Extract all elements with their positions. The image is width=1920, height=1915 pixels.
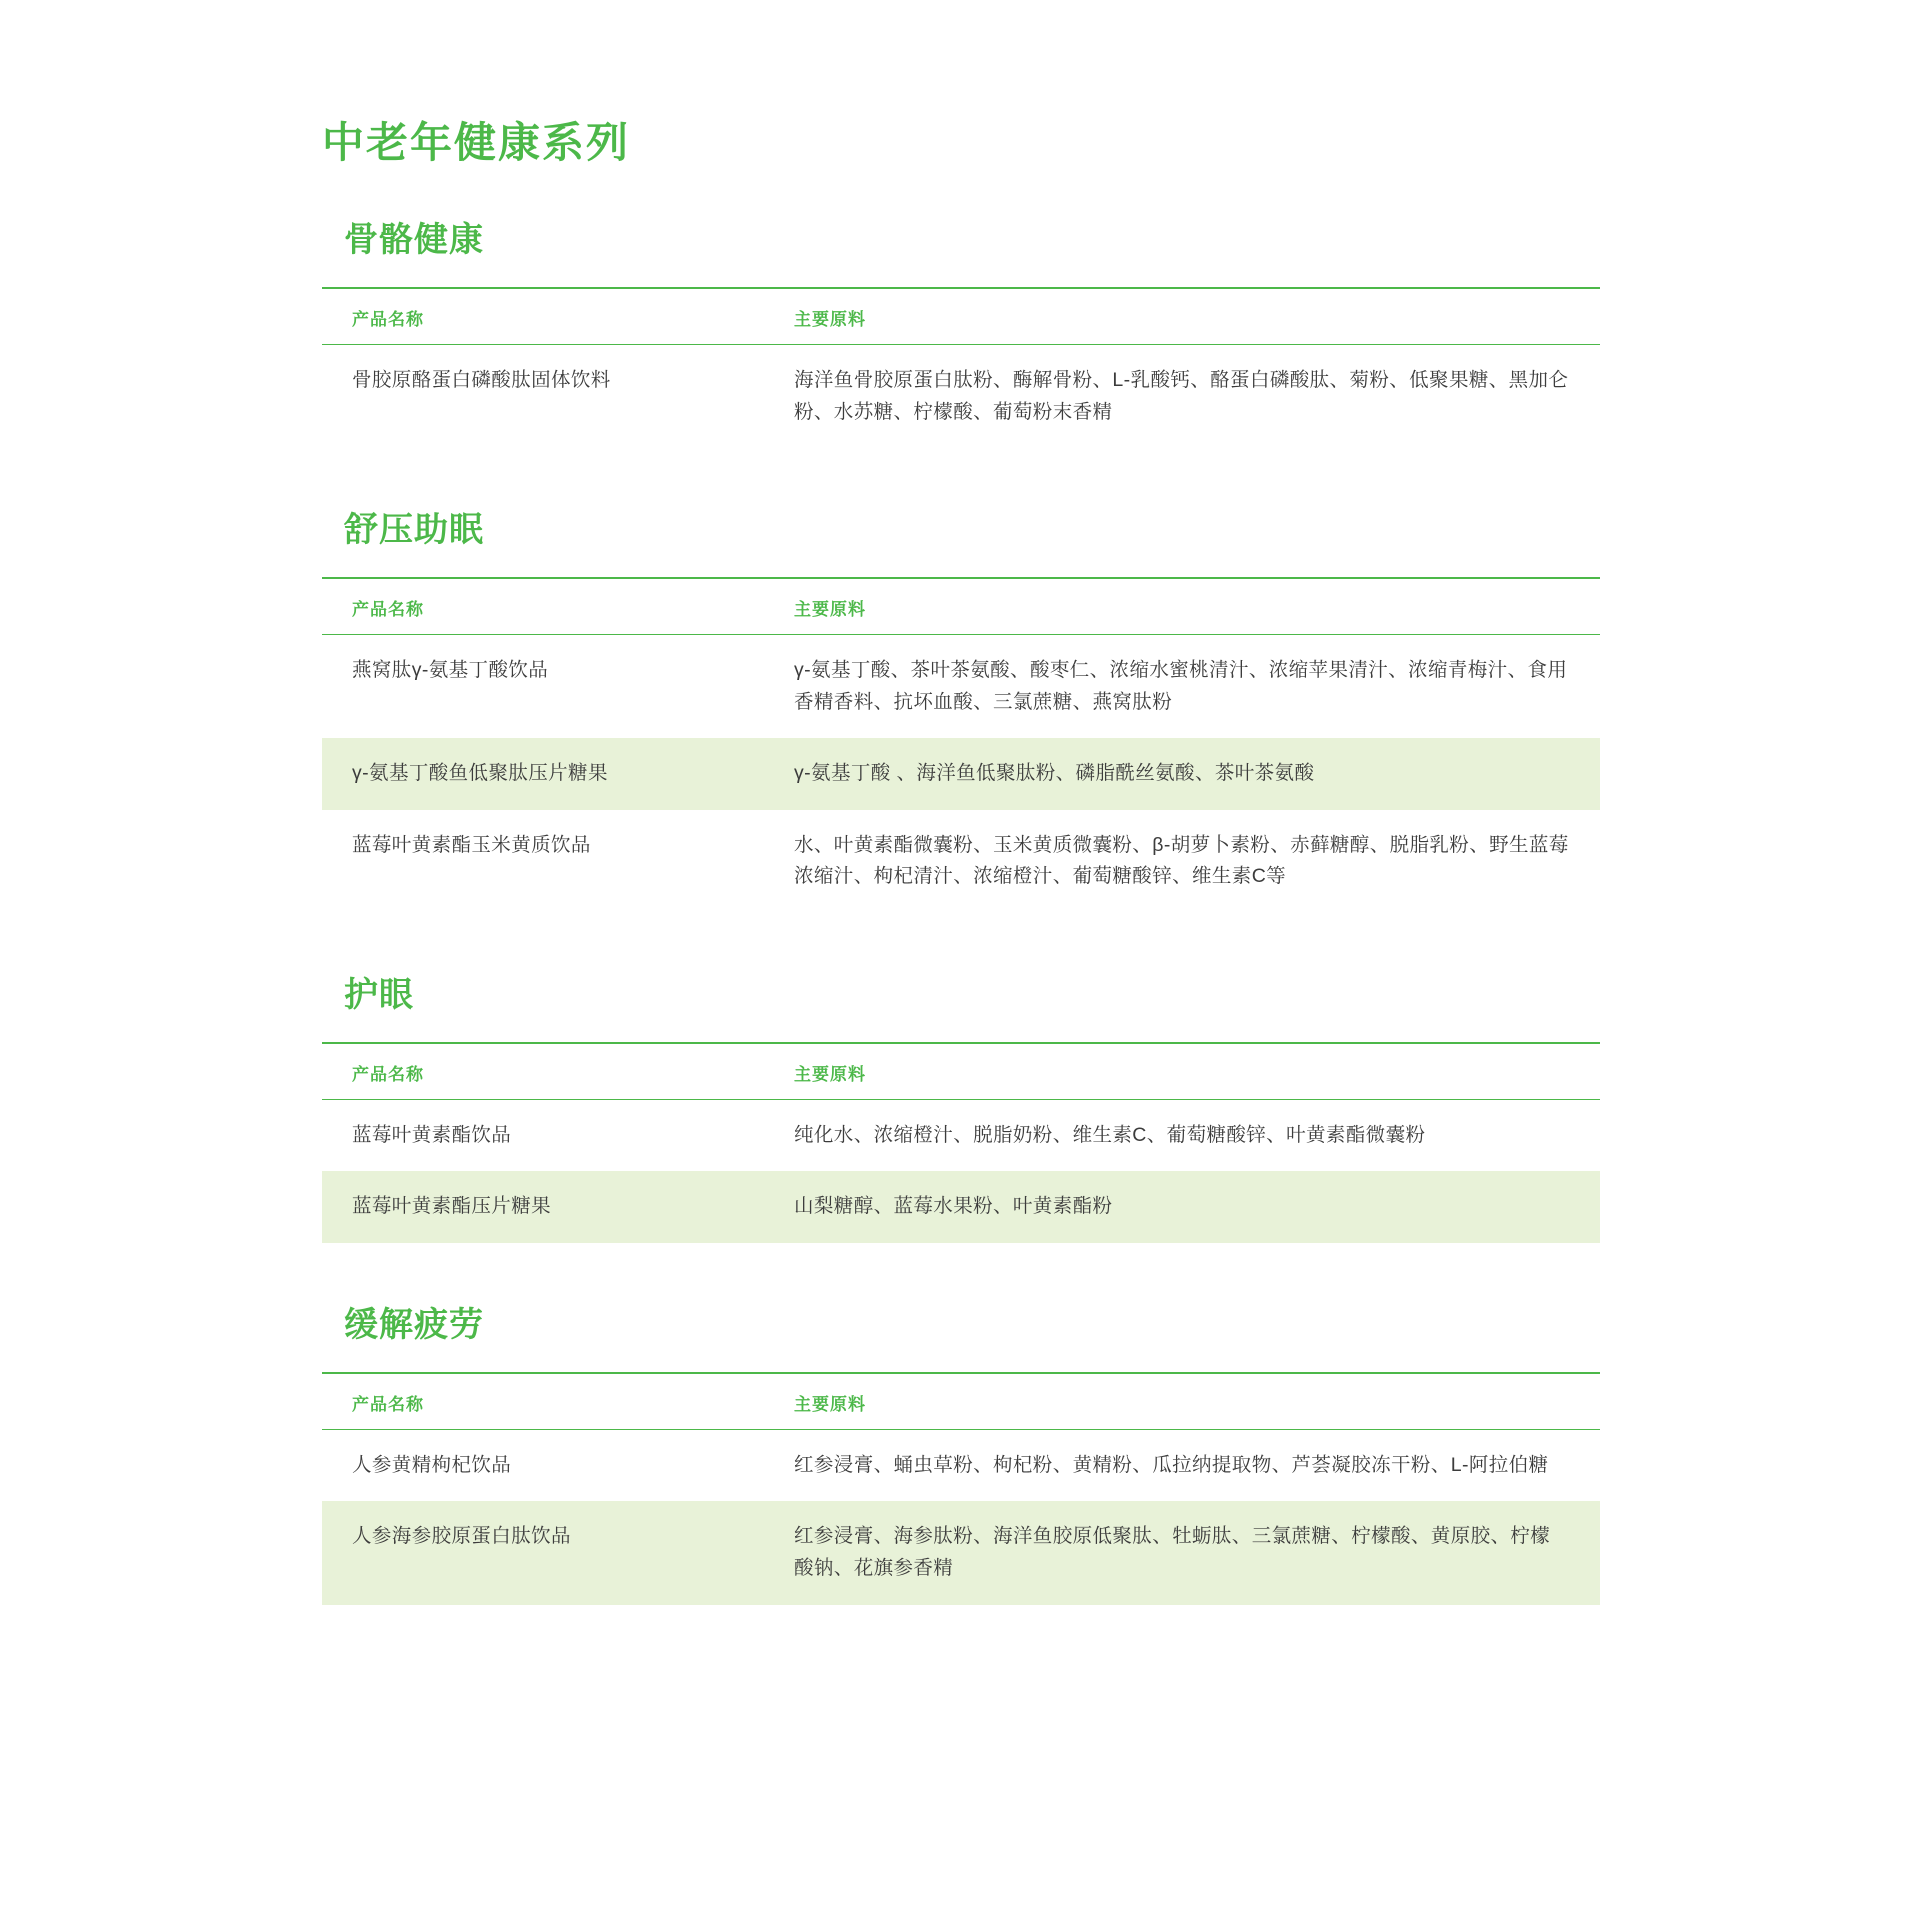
table-row: [322, 1099, 1600, 1171]
product-table: [322, 577, 1600, 913]
section-title: 缓解疲劳: [344, 1305, 484, 1344]
cell-product-name: 燕窝肽γ-氨基丁酸饮品: [352, 659, 549, 682]
column-header-ingredients: 主要原料: [772, 578, 1600, 635]
column-header-ingredients: 主要原料: [772, 1373, 1600, 1430]
cell-product-name: 人参海参胶原蛋白肽饮品: [322, 1501, 772, 1604]
cell-product-name: 人参黄精枸杞饮品: [352, 1453, 512, 1476]
cell-ingredients: 纯化水、浓缩橙汁、脱脂奶粉、维生素C、葡萄糖酸锌、叶黄素酯微囊粉: [794, 1123, 1426, 1146]
cell-product-name: γ-氨基丁酸鱼低聚肽压片糖果: [322, 738, 772, 810]
column-header-ingredients: 主要原料: [772, 1043, 1600, 1100]
cell-ingredients: 山梨糖醇、蓝莓水果粉、叶黄素酯粉: [772, 1171, 1600, 1243]
document-content: [322, 118, 1602, 1605]
column-header-product-name: 产品名称: [322, 578, 772, 635]
table-header-row: [322, 1043, 1600, 1100]
product-table: [322, 287, 1600, 448]
table-row: [322, 1429, 1600, 1501]
table-header: [322, 1373, 1600, 1430]
table-row: [322, 635, 1600, 739]
section-title: 骨骼健康: [344, 221, 484, 260]
column-header-product-name: 产品名称: [322, 1043, 772, 1100]
table-header: [322, 578, 1600, 635]
cell-ingredients: 海洋鱼骨胶原蛋白肽粉、酶解骨粉、L-乳酸钙、酪蛋白磷酸肽、菊粉、低聚果糖、黑加仑粉、水苏糖、柠檬酸、葡萄粉末香精: [794, 369, 1569, 423]
section-bone-health: [322, 220, 1602, 448]
section-fatigue-relief: [322, 1305, 1602, 1605]
product-table: [322, 1372, 1600, 1605]
table-row: [322, 1171, 1600, 1243]
page-title: 中老年健康系列: [322, 119, 631, 166]
cell-product-name: 骨胶原酪蛋白磷酸肽固体饮料: [352, 369, 611, 392]
table-row: [322, 1501, 1600, 1604]
table-body: [322, 635, 1600, 913]
cell-ingredients: γ-氨基丁酸、茶叶茶氨酸、酸枣仁、浓缩水蜜桃清汁、浓缩苹果清汁、浓缩青梅汁、食用香精香料、抗坏血酸、三氯蔗糖、燕窝肽粉: [794, 659, 1568, 713]
table-body: [322, 1429, 1600, 1604]
cell-product-name: 蓝莓叶黄素酯饮品: [352, 1123, 512, 1146]
cell-product-name: 蓝莓叶黄素酯玉米黄质饮品: [352, 833, 591, 856]
section-title: 护眼: [344, 976, 414, 1015]
table-header-row: [322, 578, 1600, 635]
column-header-product-name: 产品名称: [322, 288, 772, 345]
cell-ingredients: γ-氨基丁酸 、海洋鱼低聚肽粉、磷脂酰丝氨酸、茶叶茶氨酸: [772, 738, 1600, 810]
table-header-row: [322, 1373, 1600, 1430]
table-row: [322, 345, 1600, 449]
table-row: [322, 810, 1600, 913]
section-eye-care: [322, 975, 1602, 1243]
section-stress-sleep: [322, 510, 1602, 913]
table-header: [322, 1043, 1600, 1100]
cell-ingredients: 红参浸膏、蛹虫草粉、枸杞粉、黄精粉、瓜拉纳提取物、芦荟凝胶冻干粉、L-阿拉伯糖: [794, 1453, 1549, 1476]
section-title: 舒压助眠: [344, 511, 484, 550]
cell-ingredients: 水、叶黄素酯微囊粉、玉米黄质微囊粉、β-胡萝卜素粉、赤藓糖醇、脱脂乳粉、野生蓝莓浓缩汁、枸杞清汁、浓缩橙汁、葡萄糖酸锌、维生素C等: [794, 833, 1569, 888]
cell-ingredients: 红参浸膏、海参肽粉、海洋鱼胶原低聚肽、牡蛎肽、三氯蔗糖、柠檬酸、黄原胶、柠檬酸钠、花旗参香精: [772, 1501, 1600, 1604]
table-body: [322, 1099, 1600, 1243]
product-table: [322, 1042, 1600, 1243]
table-row: [322, 738, 1600, 810]
column-header-product-name: 产品名称: [322, 1373, 772, 1430]
table-header: [322, 288, 1600, 345]
column-header-ingredients: 主要原料: [772, 288, 1600, 345]
cell-product-name: 蓝莓叶黄素酯压片糖果: [322, 1171, 772, 1243]
table-header-row: [322, 288, 1600, 345]
table-body: [322, 345, 1600, 449]
